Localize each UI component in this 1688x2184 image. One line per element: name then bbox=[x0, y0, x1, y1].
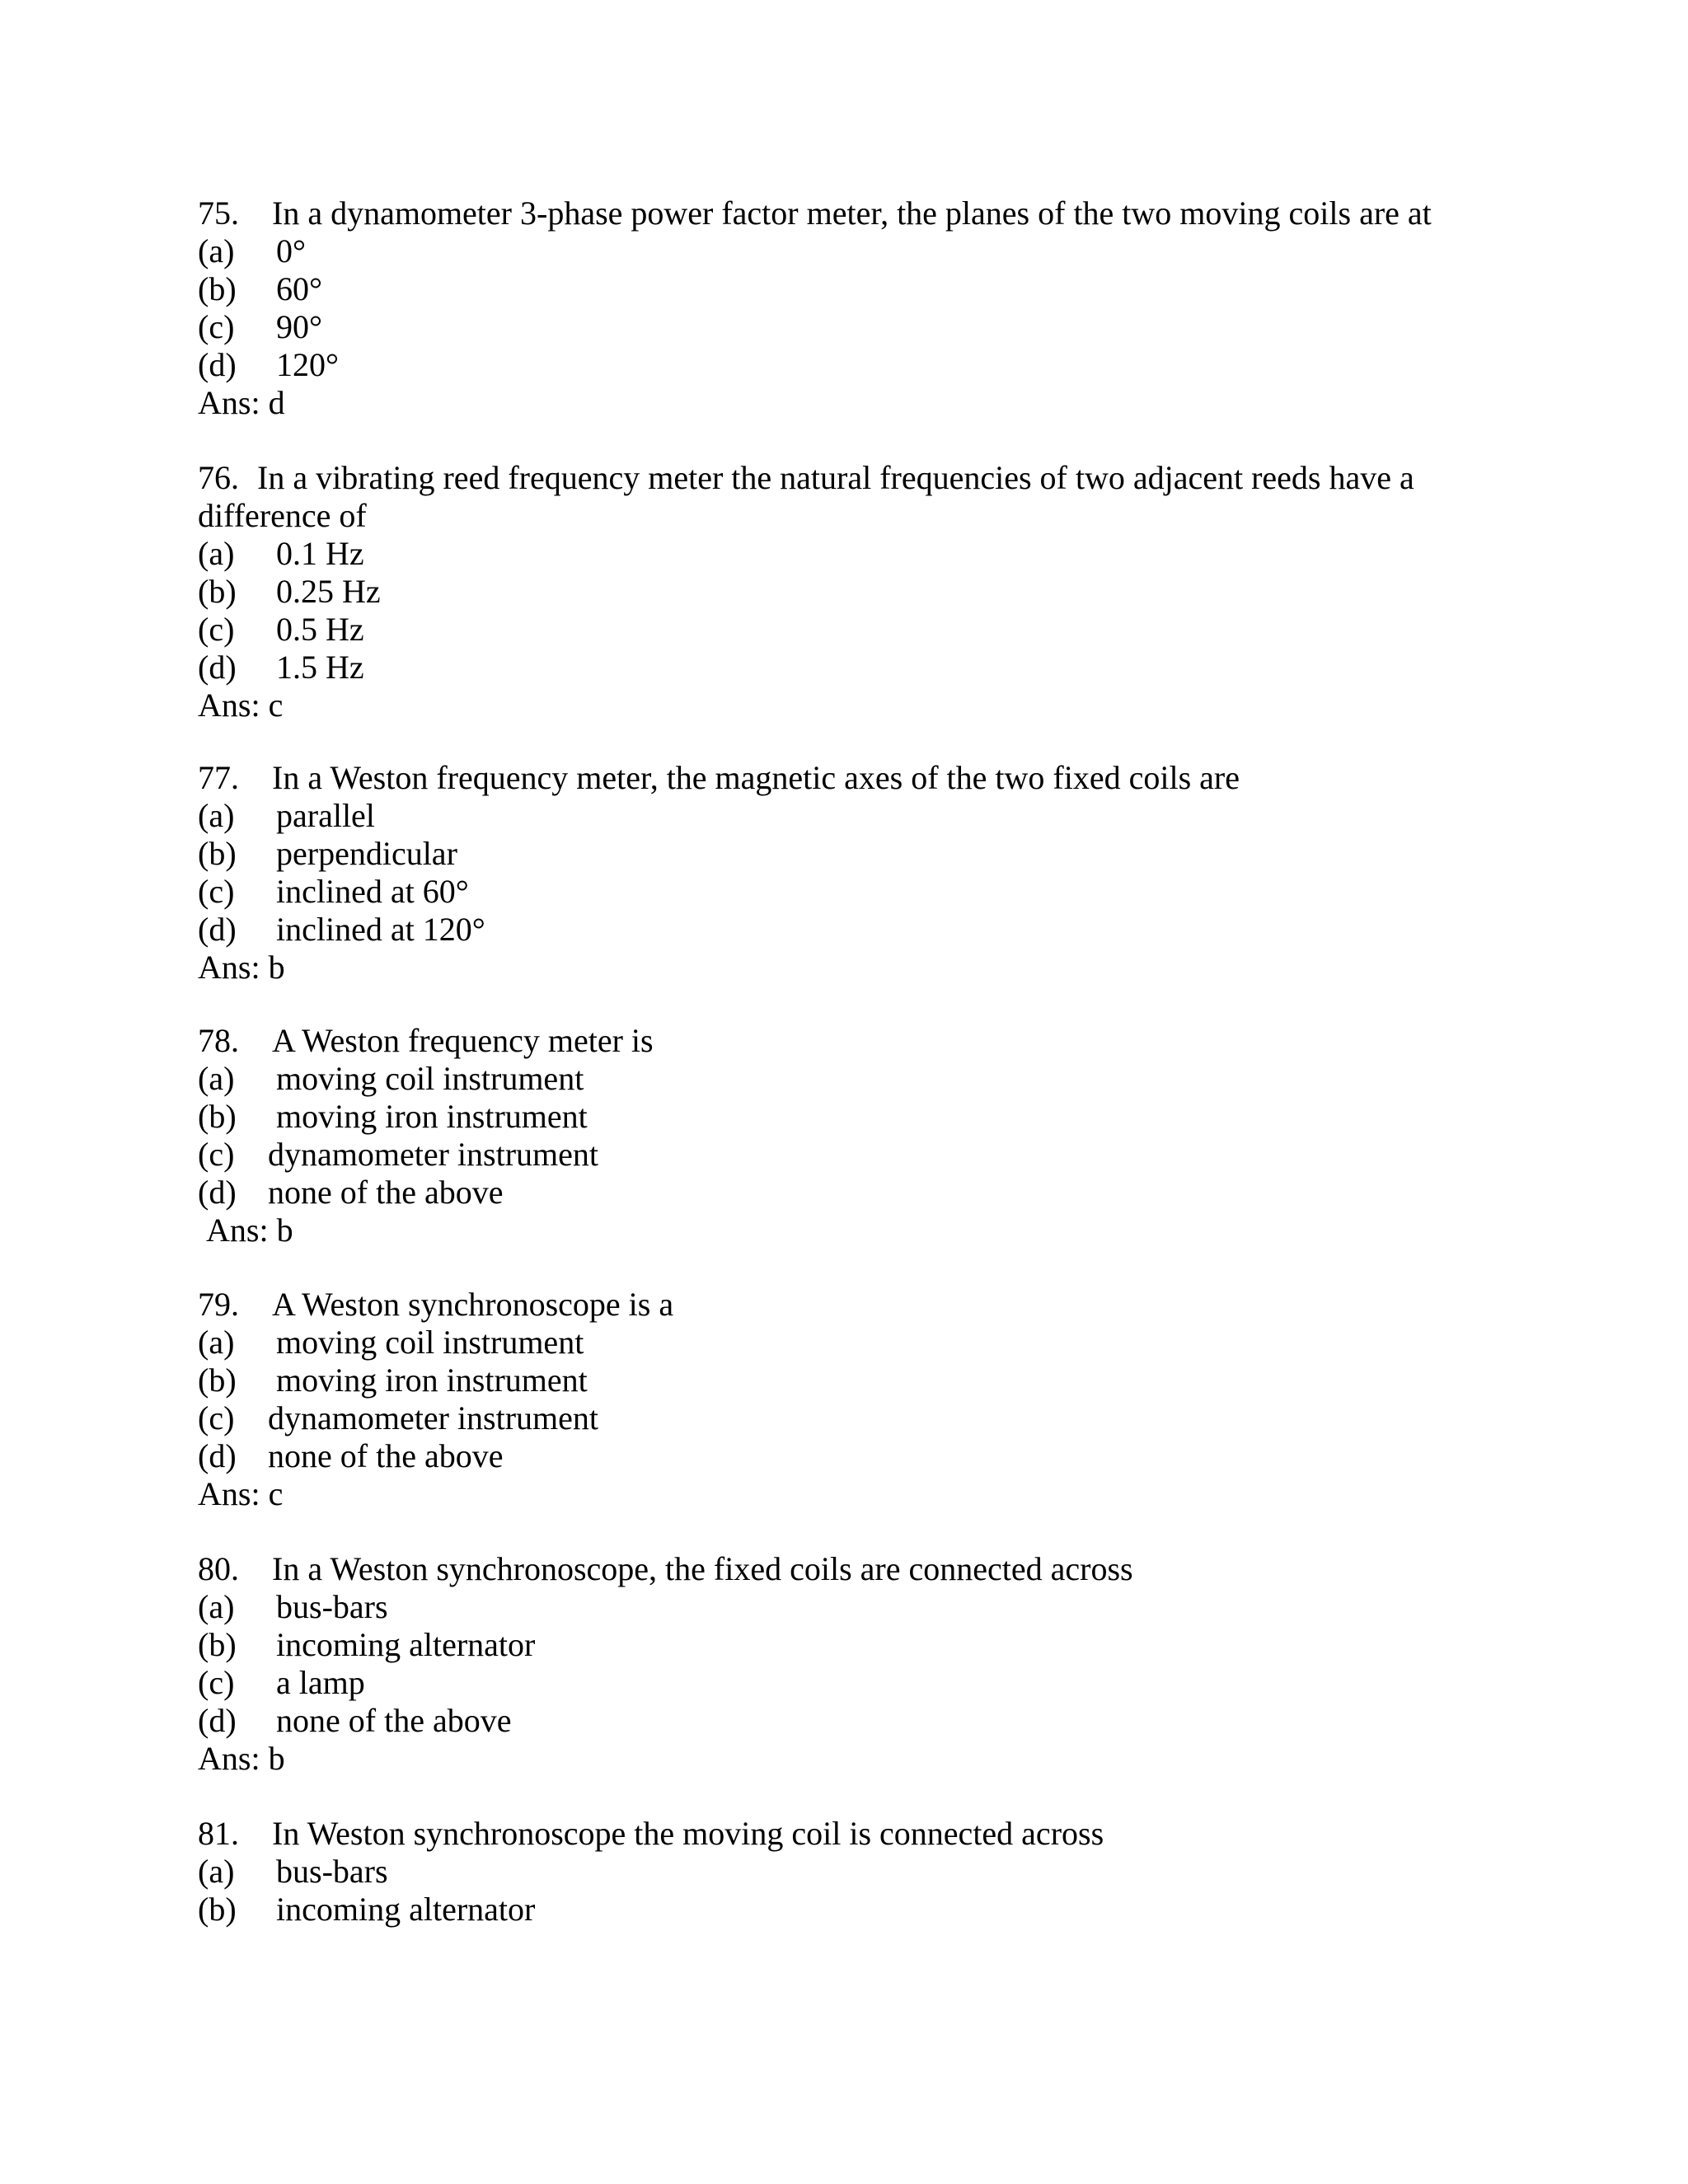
question-text: A Weston synchronoscope is a bbox=[272, 1286, 674, 1323]
option-c bbox=[198, 611, 1500, 649]
option-label: (c) bbox=[198, 1664, 235, 1701]
option-label: (c) bbox=[198, 1136, 235, 1173]
question-number: 80. bbox=[198, 1550, 239, 1587]
question-number: 79. bbox=[198, 1286, 239, 1323]
option-label: (b) bbox=[198, 1891, 237, 1928]
option-text: 0.1 Hz bbox=[276, 535, 364, 572]
question-78 bbox=[198, 1022, 1500, 1249]
option-label: (d) bbox=[198, 1702, 237, 1739]
option-text: 1.5 Hz bbox=[276, 649, 364, 686]
question-number: 77. bbox=[198, 759, 239, 796]
question-number: 76. bbox=[198, 459, 239, 496]
option-text: moving iron instrument bbox=[276, 1361, 588, 1399]
option-text: moving coil instrument bbox=[276, 1324, 584, 1361]
question-81 bbox=[198, 1815, 1500, 1929]
option-a bbox=[198, 1324, 1500, 1361]
option-text: dynamometer instrument bbox=[268, 1399, 599, 1436]
question-stem bbox=[198, 1550, 1500, 1588]
option-label: (d) bbox=[198, 649, 237, 686]
option-a bbox=[198, 1853, 1500, 1891]
answer: Ans: c bbox=[198, 687, 284, 724]
option-text: inclined at 60° bbox=[276, 873, 469, 910]
option-text: bus-bars bbox=[276, 1853, 388, 1890]
option-text: none of the above bbox=[268, 1437, 504, 1474]
option-text: 90° bbox=[276, 308, 322, 345]
option-label: (b) bbox=[198, 1361, 237, 1399]
option-b bbox=[198, 573, 1500, 611]
answer: Ans: b bbox=[206, 1212, 293, 1249]
question-text: In a Weston frequency meter, the magnetic axes of the two fixed coils are bbox=[272, 759, 1240, 796]
option-label: (c) bbox=[198, 611, 235, 648]
option-label: (c) bbox=[198, 873, 235, 910]
answer: Ans: b bbox=[198, 949, 285, 986]
question-text: In a Weston synchronoscope, the fixed coils are connected across bbox=[272, 1550, 1133, 1587]
option-label: (c) bbox=[198, 308, 235, 345]
question-80 bbox=[198, 1550, 1500, 1778]
option-c bbox=[198, 1664, 1500, 1702]
option-d bbox=[198, 1174, 1500, 1212]
option-label: (b) bbox=[198, 835, 237, 872]
answer: Ans: c bbox=[198, 1475, 284, 1512]
option-text: inclined at 120° bbox=[276, 911, 485, 948]
option-text: incoming alternator bbox=[276, 1626, 536, 1663]
option-text: a lamp bbox=[276, 1664, 365, 1701]
question-number: 75. bbox=[198, 194, 239, 232]
option-a bbox=[198, 797, 1500, 835]
option-label: (c) bbox=[198, 1399, 235, 1436]
option-d bbox=[198, 649, 1500, 687]
option-text: parallel bbox=[276, 797, 375, 834]
option-text: none of the above bbox=[268, 1174, 504, 1211]
option-b bbox=[198, 1891, 1500, 1929]
option-a bbox=[198, 232, 1500, 270]
option-label: (d) bbox=[198, 1437, 237, 1474]
option-b bbox=[198, 1361, 1500, 1399]
option-d bbox=[198, 346, 1500, 384]
option-d bbox=[198, 1437, 1500, 1475]
question-number: 78. bbox=[198, 1022, 239, 1059]
option-label: (b) bbox=[198, 1626, 237, 1663]
option-label: (d) bbox=[198, 911, 237, 948]
option-label: (a) bbox=[198, 1060, 235, 1097]
question-text: In a vibrating reed frequency meter the natural frequencies of two adjacent reeds have a difference of bbox=[198, 459, 1414, 534]
option-label: (b) bbox=[198, 270, 237, 307]
option-a bbox=[198, 1588, 1500, 1626]
question-stem bbox=[198, 759, 1500, 797]
question-text: In Weston synchronoscope the moving coil is connected across bbox=[272, 1815, 1104, 1852]
question-text: A Weston frequency meter is bbox=[272, 1022, 654, 1059]
option-b bbox=[198, 835, 1500, 873]
option-text: incoming alternator bbox=[276, 1891, 536, 1928]
option-label: (a) bbox=[198, 535, 235, 572]
option-text: none of the above bbox=[276, 1702, 512, 1739]
option-text: moving coil instrument bbox=[276, 1060, 584, 1097]
option-c bbox=[198, 308, 1500, 346]
option-text: dynamometer instrument bbox=[268, 1136, 599, 1173]
question-stem bbox=[198, 459, 1434, 535]
option-label: (a) bbox=[198, 1853, 235, 1890]
question-79 bbox=[198, 1286, 1500, 1513]
option-label: (d) bbox=[198, 346, 237, 383]
option-text: 0.5 Hz bbox=[276, 611, 364, 648]
option-c bbox=[198, 1136, 1500, 1174]
question-75 bbox=[198, 194, 1500, 422]
option-label: (a) bbox=[198, 797, 235, 834]
option-label: (d) bbox=[198, 1174, 237, 1211]
question-stem bbox=[198, 1286, 1500, 1324]
answer: Ans: b bbox=[198, 1740, 285, 1777]
option-a bbox=[198, 535, 1500, 573]
option-c bbox=[198, 1399, 1500, 1437]
option-label: (a) bbox=[198, 1588, 235, 1625]
question-76 bbox=[198, 459, 1500, 724]
option-text: bus-bars bbox=[276, 1588, 388, 1625]
option-label: (a) bbox=[198, 232, 235, 269]
option-label: (b) bbox=[198, 573, 237, 610]
option-label: (b) bbox=[198, 1098, 237, 1135]
question-text: In a dynamometer 3-phase power factor meter, the planes of the two moving coils are at bbox=[272, 194, 1432, 232]
option-text: 60° bbox=[276, 270, 322, 307]
question-stem bbox=[198, 194, 1500, 232]
option-d bbox=[198, 911, 1500, 949]
option-d bbox=[198, 1702, 1500, 1740]
option-b bbox=[198, 1098, 1500, 1136]
option-label: (a) bbox=[198, 1324, 235, 1361]
option-text: 120° bbox=[276, 346, 339, 383]
question-77 bbox=[198, 759, 1500, 987]
question-stem bbox=[198, 1022, 1500, 1060]
option-text: perpendicular bbox=[276, 835, 457, 872]
option-text: 0.25 Hz bbox=[276, 573, 381, 610]
option-text: moving iron instrument bbox=[276, 1098, 588, 1135]
answer: Ans: d bbox=[198, 384, 285, 421]
option-a bbox=[198, 1060, 1500, 1098]
option-text: 0° bbox=[276, 232, 306, 269]
question-stem bbox=[198, 1815, 1500, 1853]
option-c bbox=[198, 873, 1500, 911]
option-b bbox=[198, 1626, 1500, 1664]
option-b bbox=[198, 270, 1500, 308]
question-number: 81. bbox=[198, 1815, 239, 1852]
